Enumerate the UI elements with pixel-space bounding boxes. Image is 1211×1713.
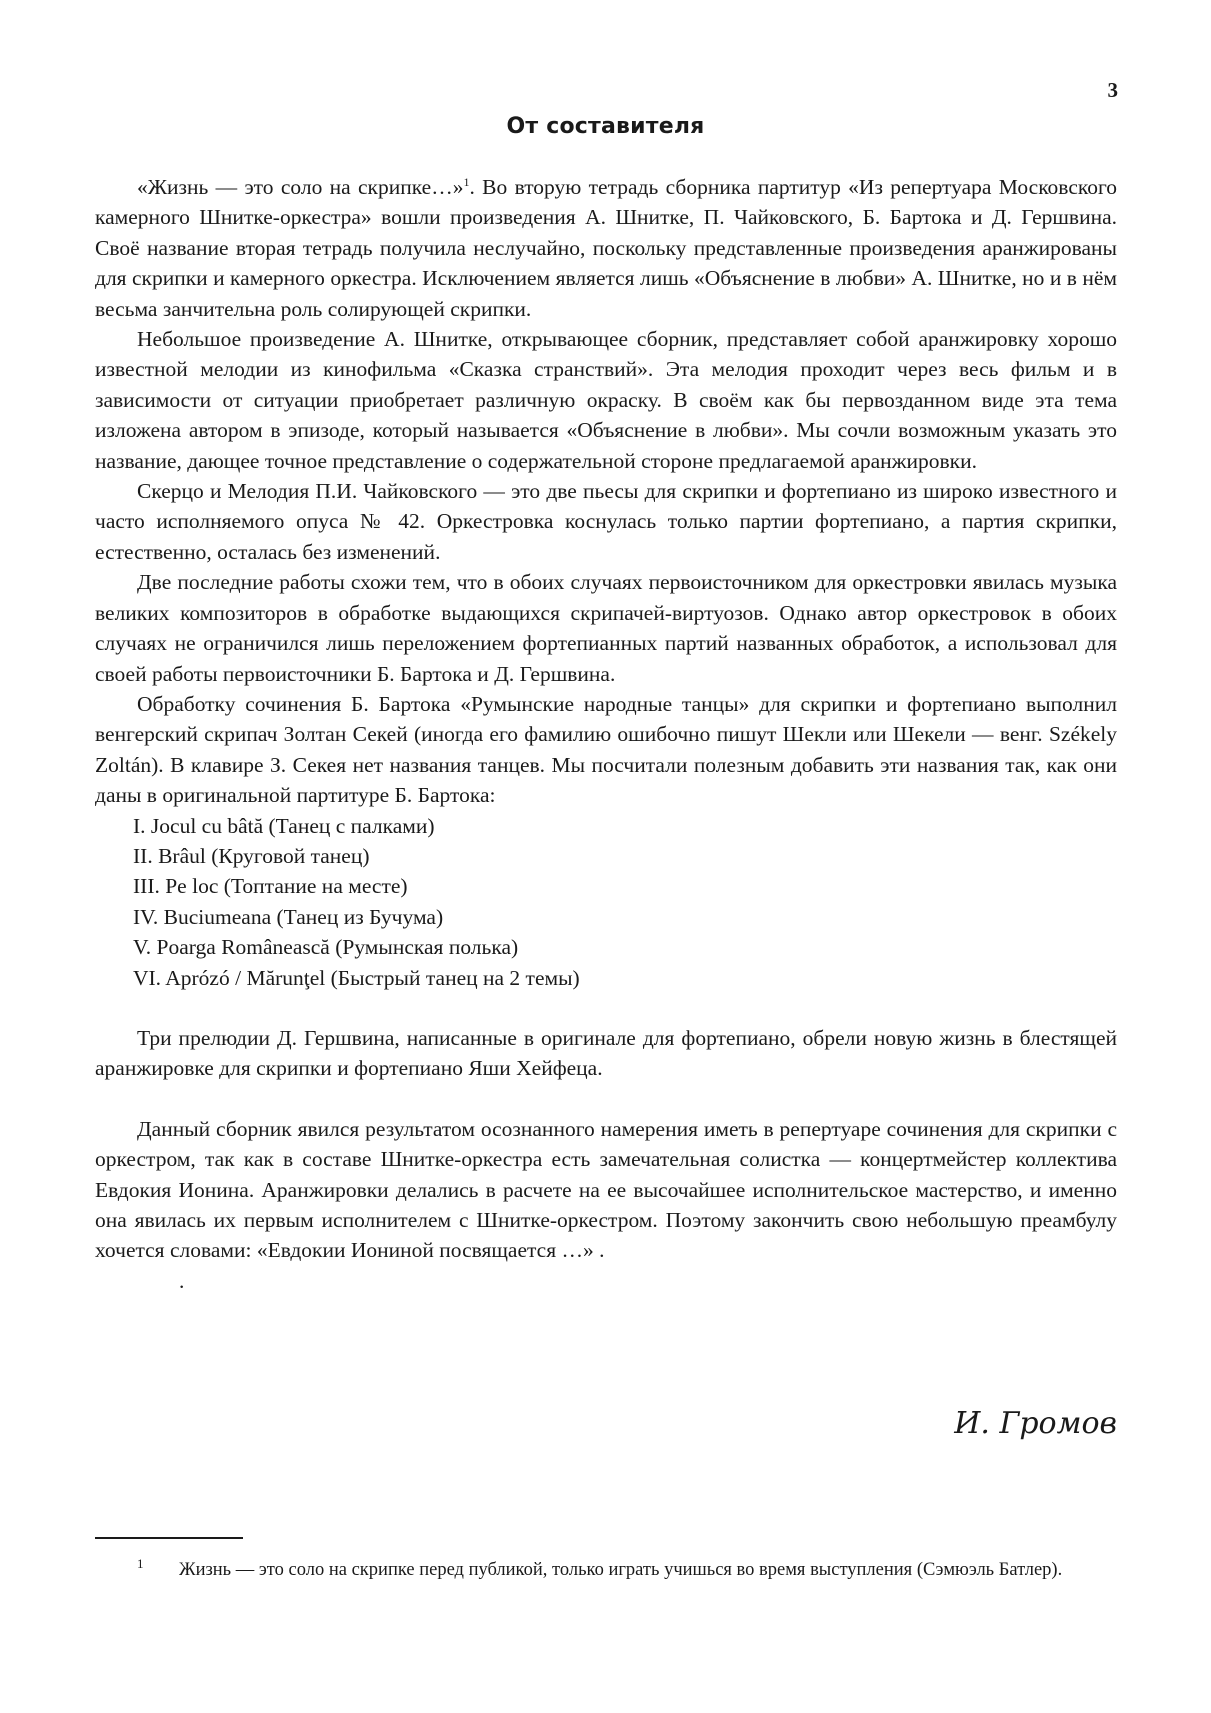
footnote-divider xyxy=(95,1537,243,1539)
spacer xyxy=(95,1084,1117,1114)
list-item: I. Jocul cu bâtă (Танец с палками) xyxy=(133,813,435,838)
list-item: III. Pe loc (Топтание на месте) xyxy=(133,874,408,899)
spacer xyxy=(95,993,1117,1023)
page-number: 3 xyxy=(1107,78,1118,102)
paragraph-shnitke: Небольшое произведение А. Шнитке, открывающее сборник, представляет собой аранжировку хорошо известной мелодии из кинофильма «Сказка странствий». Эта мелодия проходит через весь фильм и в зависимости от ситуации приобретает различную окраску. В своём как бы первозданном виде эта тема изложена автором в эпизоде, который называется «Объяснение в любви». Мы сочли возможным указать это название, дающее точное представление о содержательной стороне предлагаемой аранжировки. xyxy=(95,327,1117,473)
list-item: IV. Buciumeana (Танец из Бучума) xyxy=(133,904,444,929)
body-text xyxy=(95,172,1117,1304)
intro-quote: «Жизнь — это соло на скрипке…» xyxy=(137,175,464,199)
intro-text: . Во вторую тетрадь сборника партитур «Из репертуара Московского камерного Шнитке-оркестра» вошли произведения А. Шнитке, П. Чайковского, Б. Бартока и Д. Гершвина. Своё название вторая тетрадь получила неслучайно, поскольку представленные произведения аранжированы для скрипки и камерного оркестра. Исключением является лишь «Объяснение в любви» А. Шнитке, но и в нём весьма занчительна роль солирующей скрипки. xyxy=(95,175,1118,321)
author-signature: И. Громов xyxy=(954,1406,1117,1441)
list-item: VI. Aprózó / Mărunţel (Быстрый танец на 2 темы) xyxy=(133,965,580,990)
page-title: От составителя xyxy=(506,114,705,139)
paragraph-arrangements: Две последние работы схожи тем, что в обоих случаях первоисточником для оркестровки явилась музыка великих композиторов в обработке выдающихся скрипачей-виртуозов. Однако автор оркестровок в обоих случаях не ограничился лишь переложением фортепианных партий названных обработок, а использовал для своей работы первоисточники Б. Бартока и Д. Гершвина. xyxy=(95,570,1117,686)
footnote: 1 Жизнь — это соло на скрипке перед публикой, только играть учишься во время выступления (Сэмюэль Батлер). xyxy=(137,1555,1063,1580)
paragraph-tchaikovsky: Скерцо и Мелодия П.И. Чайковского — это две пьесы для скрипки и фортепиано из широко известного и часто исполняемого опуса № 42. Оркестровка коснулась только партии фортепиано, а партия скрипки, естественно, осталась без изменений. xyxy=(95,479,1117,564)
paragraph-closing: Данный сборник явился результатом осознанного намерения иметь в репертуаре сочинения для скрипки с оркестром, так как в составе Шнитке-оркестра есть замечательная солистка — концертмейстер коллектива Евдокия Ионина. Аранжировки делались в расчете на ее высочайшее исполнительское мастерство, и именно она явилась их первым исполнителем с Шнитке-оркестром. Поэтому закончить свою небольшую преамбулу хочется словами: «Евдокии Иониной посвящается …» . xyxy=(95,1116,1117,1263)
paragraph-bartok: Обработку сочинения Б. Бартока «Румынские народные танцы» для скрипки и фортепиано выполнил венгерский скрипач Золтан Секей (иногда его фамилию ошибочно пишут Шекли или Шекели — венг. Székely Zoltán). В клавире З. Секея нет названия танцев. Мы посчитали полезным добавить эти названия так, как они даны в оригинальной партитуре Б. Бартока: xyxy=(95,691,1117,808)
paragraph-gershwin: Три прелюдии Д. Гершвина, написанные в оригинале для фортепиано, обрели новую жизнь в блестящей аранжировке для скрипки и фортепиано Яши Хейфеца. xyxy=(95,1025,1117,1081)
stray-dot: . xyxy=(179,1268,185,1293)
dance-list xyxy=(95,811,1117,993)
list-item: V. Poarga Românească (Румынская полька) xyxy=(133,935,519,960)
list-item: II. Brâul (Круговой танец) xyxy=(133,843,370,868)
footnote-text: Жизнь — это соло на скрипке перед публикой, только играть учишься во время выступления (Сэмюэль Батлер). xyxy=(179,1560,1063,1580)
intro-paragraph xyxy=(95,172,1117,324)
footnote-ref: 1 xyxy=(463,174,470,189)
